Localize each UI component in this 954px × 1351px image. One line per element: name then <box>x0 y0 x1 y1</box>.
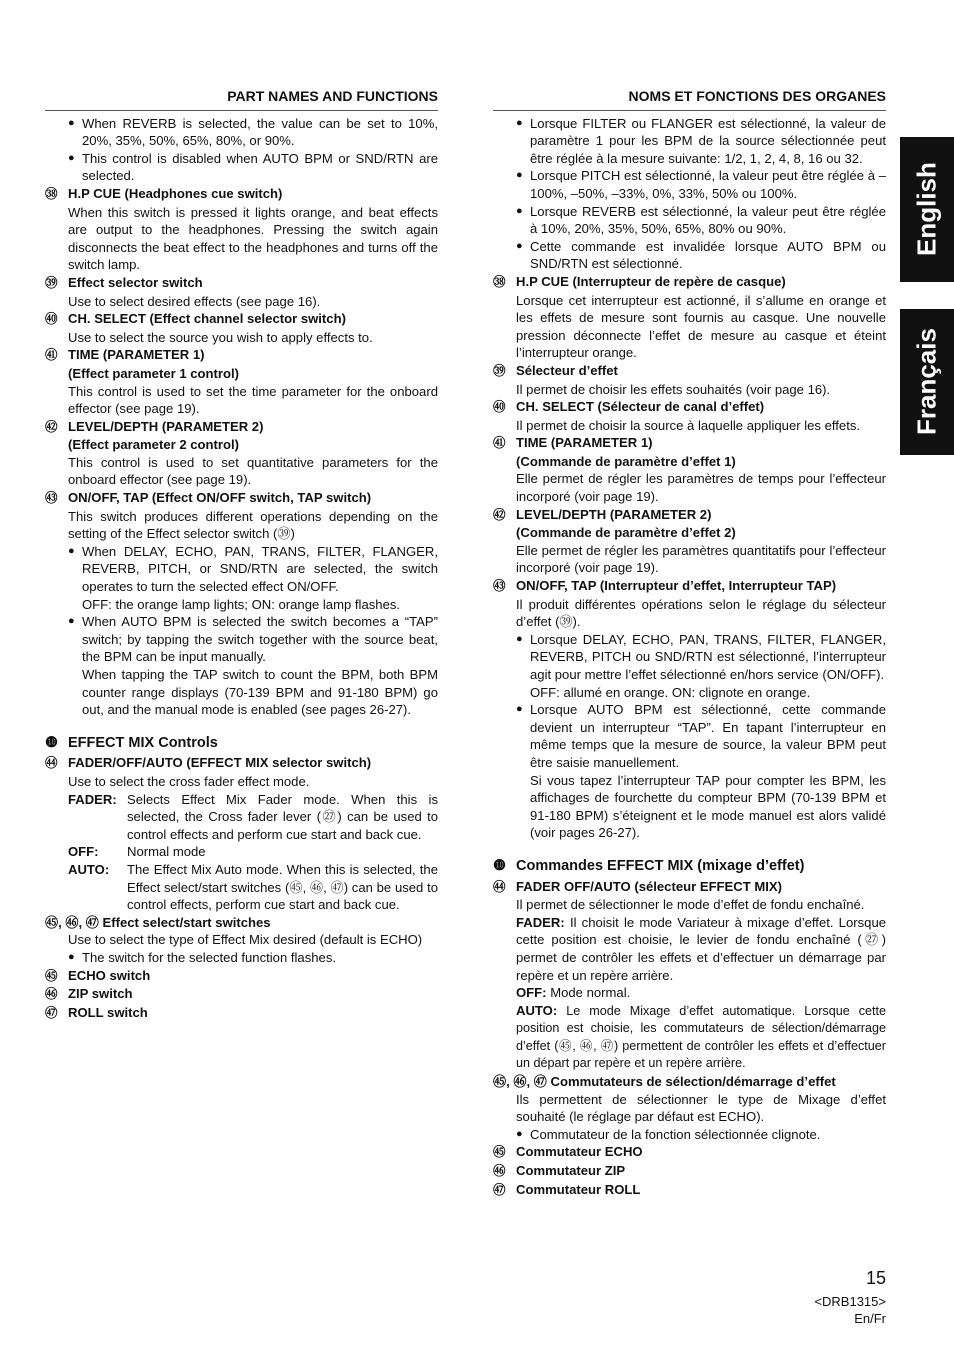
effect-mix-heading: ❿ EFFECT MIX Controls <box>45 734 218 751</box>
page-number: 15 <box>865 1268 886 1288</box>
item-45-47-text: Ils permettent de sélectionner le type de Mixage d’effet souhaité (le réglage par défaut est ECHO). <box>516 1091 886 1125</box>
item-47-title: ㊼ ROLL switch <box>45 1004 148 1020</box>
item-42-text: This control is used to set quantitative parameters for the onboard effector (see page 19). <box>68 454 438 488</box>
tab-english: English <box>900 137 954 282</box>
item-42-title: ㊷ LEVEL/DEPTH (PARAMETER 2) <box>45 418 264 434</box>
item-42-title: ㊷ LEVEL/DEPTH (PARAMETER 2) <box>493 506 712 522</box>
item-45-47-text: Use to select the type of Effect Mix desired (default is ECHO) <box>68 932 423 948</box>
item-44-title: ㊹ FADER OFF/AUTO (sélecteur EFFECT MIX) <box>493 878 783 894</box>
french-column <box>493 88 886 1199</box>
item-41-text: Elle permet de régler les paramètres de temps pour l’effecteur incorporé (voir page 19). <box>516 471 886 505</box>
item-43-bullet-2: ● Lorsque AUTO BPM est sélectionné, cette commande devient un interrupteur “TAP”. En tapant l’interrupteur en même temps que la mesure de source, la valeur BPM peut être saisie manuellement. <box>493 701 886 771</box>
document-code-id: <DRB1315> <box>814 1294 886 1309</box>
item-45-47-bullet: ● The switch for the selected function flashes. <box>45 949 438 967</box>
item-44-text: Use to select the cross fader effect mode. <box>68 773 310 789</box>
item-45-title: ㊺ Commutateur ECHO <box>493 1144 643 1160</box>
item-43-title: ㊸ ON/OFF, TAP (Interrupteur d’effet, Interrupteur TAP) <box>493 578 837 594</box>
item-41-subtitle: (Effect parameter 1 control) <box>68 365 239 381</box>
bullet-disabled: ● Cette commande est invalidée lorsque AUTO BPM ou SND/RTN est sélectionné. <box>493 238 886 273</box>
section-header: NOMS ET FONCTIONS DES ORGANES <box>493 88 886 111</box>
mode-auto: AUTO: The Effect Mix Auto mode. When this is selected, the Effect select/start switches (㊺, ㊻, ㊼) can be used to control effects, perform cue start and back cue. <box>68 861 438 913</box>
item-43-bullet-1-cont: OFF: allumé en orange. ON: clignote en orange. <box>530 684 811 700</box>
bullet-reverb: ● Lorsque REVERB est sélectionné, la valeur peut être réglée à 10%, 20%, 35%, 50%, 65%, 80% ou 90%. <box>493 203 886 238</box>
item-39-title: ㊴ Effect selector switch <box>45 274 203 290</box>
item-44-text: Il permet de sélectionner le mode d’effet de fondu enchaîné. <box>516 897 865 913</box>
item-43-title: ㊸ ON/OFF, TAP (Effect ON/OFF switch, TAP switch) <box>45 490 372 506</box>
effect-mix-heading: ❿ Commandes EFFECT MIX (mixage d’effet) <box>493 857 805 874</box>
item-45-47-bullet: ● Commutateur de la fonction sélectionnée clignote. <box>493 1126 886 1144</box>
item-43-text: Il produit différentes opérations selon le réglage du sélecteur d’effet (㊴). <box>516 596 886 630</box>
item-45-47-title: ㊺, ㊻, ㊼ Effect select/start switches <box>45 914 271 930</box>
mode-off: OFF: Mode normal. <box>516 985 631 1001</box>
mode-fader: FADER: Il choisit le mode Variateur à mixage d’effet. Lorsque cette position est choisie, le levier de fondu enchaîné (㉗) permet de contrôler les effets et d’effectuer un démarrage par repère et un repère arrière. <box>516 914 887 983</box>
item-43-bullet-2-cont: When tapping the TAP switch to count the BPM, both BPM counter range displays (70-139 BPM and 91-180 BPM) go out, and the manual mode is enabled (see pages 26-27). <box>82 667 438 718</box>
item-40-text: Il permet de choisir la source à laquelle appliquer les effets. <box>516 417 861 433</box>
mode-off: OFF: Normal mode <box>68 844 206 860</box>
item-38-text: When this switch is pressed it lights orange, and beat effects are output to the headphones. Pressing the switch again disconnects the beat effect to the headphones and turns off the switch lamp. <box>68 204 438 273</box>
item-40-text: Use to select the source you wish to apply effects to. <box>68 329 373 345</box>
bullet-reverb: ● When REVERB is selected, the value can be set to 10%, 20%, 35%, 50%, 65%, 80%, or 90%. <box>45 115 438 150</box>
item-41-title: ㊶ TIME (PARAMETER 1) <box>45 347 205 363</box>
item-44-title: ㊹ FADER/OFF/AUTO (EFFECT MIX selector switch) <box>45 755 372 771</box>
item-43-bullet-2: ● When AUTO BPM is selected the switch becomes a “TAP” switch; by tapping the switch together with the source beat, the BPM can be input manually. <box>45 613 438 666</box>
document-code-lang: En/Fr <box>854 1311 886 1326</box>
item-40-title: ㊵ CH. SELECT (Effect channel selector switch) <box>45 311 346 327</box>
item-41-title: ㊶ TIME (PARAMETER 1) <box>493 435 653 451</box>
item-43-bullet-1: ● When DELAY, ECHO, PAN, TRANS, FILTER, FLANGER, REVERB, PITCH, or SND/RTN are selected, the switch operates to turn the selected effect ON/OFF. <box>45 543 438 596</box>
item-45-47-title: ㊺, ㊻, ㊼ Commutateurs de sélection/démarrage d’effet <box>493 1074 836 1090</box>
item-38-title: ㊳ H.P CUE (Interrupteur de repère de casque) <box>493 273 786 289</box>
item-46-title: ㊻ ZIP switch <box>45 986 133 1002</box>
mode-auto: AUTO: Le mode Mixage d’effet automatique. Lorsque cette position est choisie, les commutateurs de sélection/démarrage d’effet (㊺, ㊻, ㊼) permettent de contrôler les effets et d’effectuer un départ par repère et un repère arrière. <box>516 1002 887 1071</box>
item-41-subtitle: (Commande de paramètre d’effet 1) <box>516 453 736 469</box>
item-38-title: ㊳ H.P CUE (Headphones cue switch) <box>45 185 283 201</box>
item-42-subtitle: (Effect parameter 2 control) <box>68 437 239 453</box>
item-46-title: ㊻ Commutateur ZIP <box>493 1163 626 1179</box>
mode-fader: FADER: Selects Effect Mix Fader mode. When this is selected, the Cross fader lever (㉗) can be used to control effects and perform cue start and back cue. <box>68 791 438 842</box>
document-code <box>814 1293 886 1327</box>
item-43-bullet-1-cont: OFF: the orange lamp lights; ON: orange lamp flashes. <box>82 596 401 612</box>
item-42-subtitle: (Commande de paramètre d’effet 2) <box>516 525 736 541</box>
item-38-text: Lorsque cet interrupteur est actionné, il s’allume en orange et les effets de mesure sont fournis au casque. Une nouvelle pression déconnecte l’effet de mesure au casque et éteint l’interrupteur orange. <box>516 292 886 361</box>
item-45-title: ㊺ ECHO switch <box>45 967 151 983</box>
item-40-title: ㊵ CH. SELECT (Sélecteur de canal d’effet) <box>493 399 765 415</box>
item-42-text: Elle permet de régler les paramètres quantitatifs pour l’effecteur incorporé (voir page 19). <box>516 542 886 576</box>
section-header: PART NAMES AND FUNCTIONS <box>45 88 438 111</box>
item-43-text: This switch produces different operations depending on the setting of the Effect selector switch (㊴) <box>68 508 438 542</box>
item-43-bullet-1: ● Lorsque DELAY, ECHO, PAN, TRANS, FILTER, FLANGER, REVERB, PITCH ou SND/RTN est sélectionné, l’interrupteur agit pour mettre l’effet sélectionné en/hors service (ON/OFF). <box>493 631 886 684</box>
tab-francais: Français <box>900 309 954 455</box>
item-39-title: ㊴ Sélecteur d’effet <box>493 362 618 378</box>
item-43-bullet-2-cont: Si vous tapez l’interrupteur TAP pour compter les BPM, les affichages de fourchette du compteur BPM (70-139 BPM et 91-180 BPM) s’éteignent et le mode manuel est alors validé (voir pages 26-27). <box>530 772 886 841</box>
english-column <box>45 88 438 1022</box>
bullet-pitch: ● Lorsque PITCH est sélectionné, la valeur peut être réglée à –100%, –50%, –33%, 0%, 33%, 50% ou 100%. <box>493 167 886 202</box>
item-39-text: Use to select desired effects (see page 16). <box>68 293 321 309</box>
item-47-title: ㊼ Commutateur ROLL <box>493 1181 641 1197</box>
bullet-filter: ● Lorsque FILTER ou FLANGER est sélectionné, la valeur de paramètre 1 pour les BPM de la source sélectionnée peut être réglée à la mesure suivante: 1/2, 1, 2, 4, 8, 16 ou 32. <box>493 115 886 168</box>
bullet-disabled: ● This control is disabled when AUTO BPM or SND/RTN are selected. <box>45 150 438 185</box>
item-41-text: This control is used to set the time parameter for the onboard effector (see page 19). <box>68 383 438 417</box>
item-39-text: Il permet de choisir les effets souhaités (voir page 16). <box>516 381 831 397</box>
